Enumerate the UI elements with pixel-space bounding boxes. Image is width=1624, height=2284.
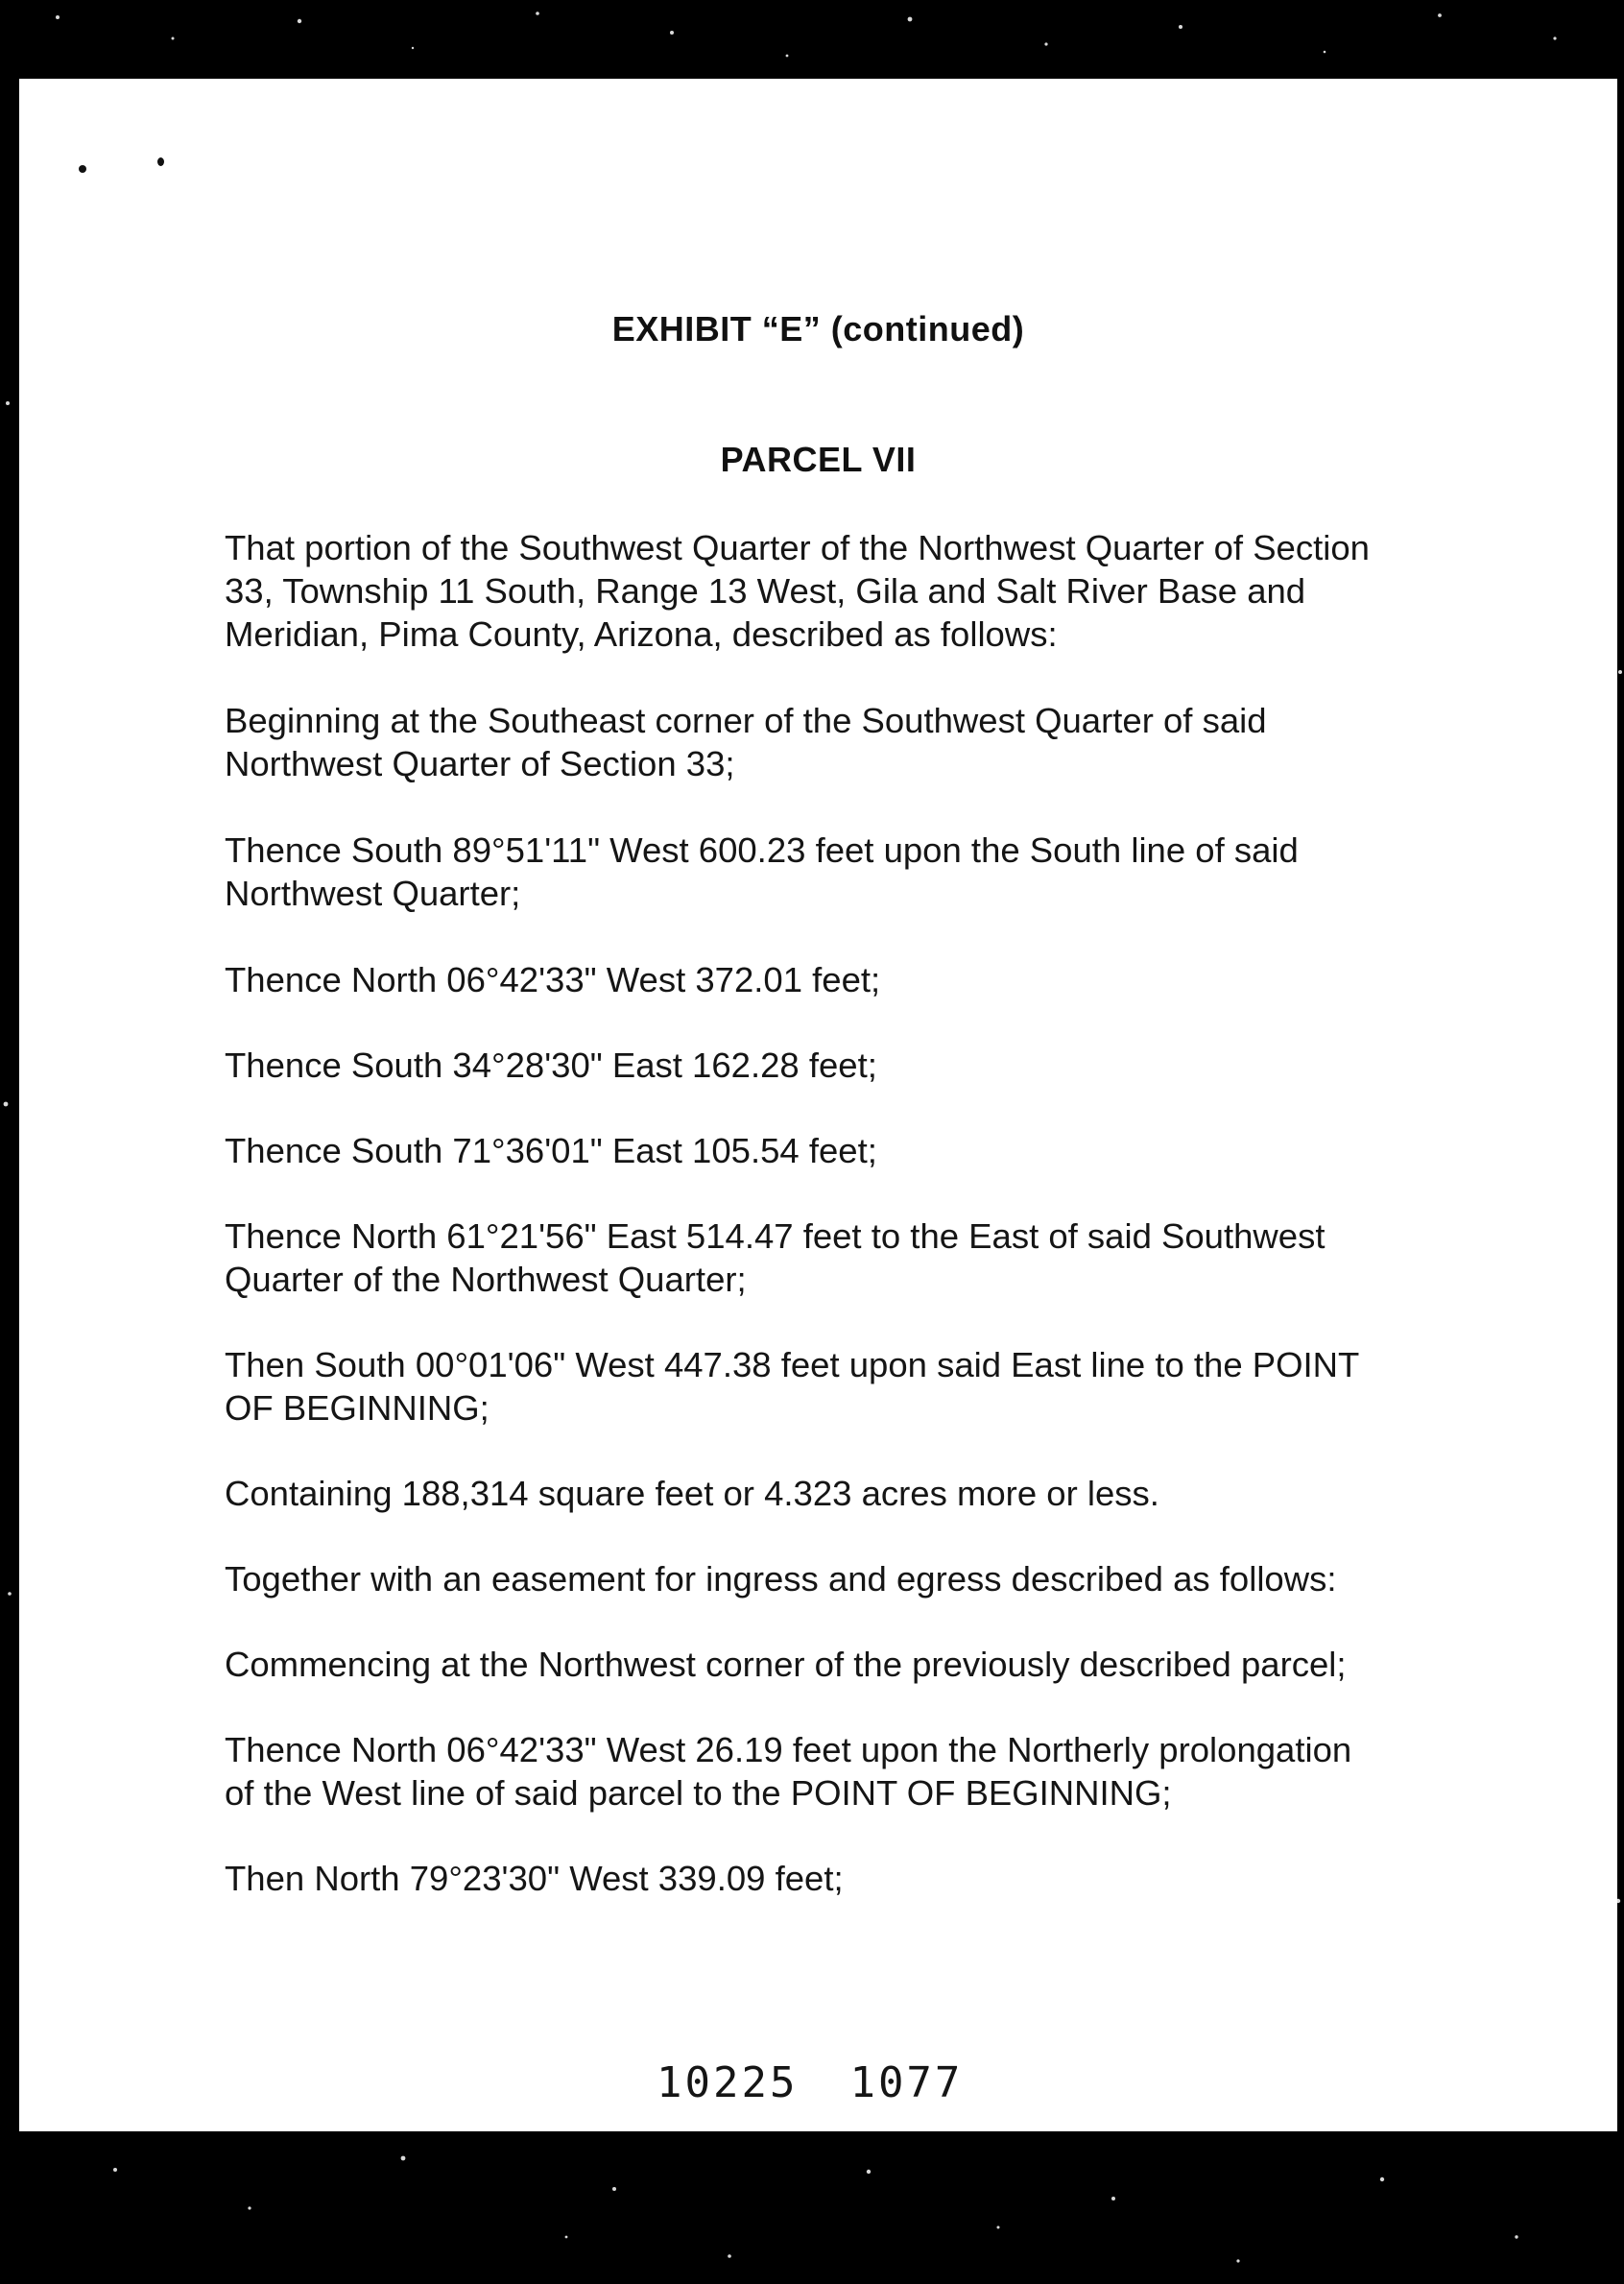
- paragraph-9: [225, 1472, 1472, 1515]
- paragraph-3: [225, 829, 1472, 915]
- paragraph-line: Meridian, Pima County, Arizona, described as follows:: [225, 614, 1058, 654]
- paragraph-4: [225, 958, 1472, 1001]
- paragraph-line: Thence North 61°21'56" East 514.47 feet to the East of said Southwest: [225, 1216, 1325, 1256]
- scan-speck: [79, 165, 86, 173]
- paragraph-10: [225, 1557, 1472, 1600]
- paragraph-line: Containing 188,314 square feet or 4.323 acres more or less.: [225, 1474, 1159, 1513]
- parcel-title: PARCEL VII: [720, 440, 917, 479]
- book-number: 10225: [657, 2058, 799, 2107]
- scan-speck: [157, 157, 164, 166]
- paragraph-line: of the West line of said parcel to the POINT OF BEGINNING;: [225, 1773, 1172, 1813]
- paragraph-8: [225, 1343, 1472, 1430]
- page-number: 1077: [849, 2058, 964, 2107]
- paragraph-line: Then South 00°01'06" West 447.38 feet upon said East line to the POINT: [225, 1345, 1360, 1384]
- paragraph-12: [225, 1728, 1472, 1815]
- paragraph-line: Thence South 71°36'01" East 105.54 feet;: [225, 1131, 877, 1170]
- paragraph-line: 33, Township 11 South, Range 13 West, Gila and Salt River Base and: [225, 571, 1306, 611]
- recording-number: [657, 2058, 963, 2107]
- paragraph-13: [225, 1857, 1472, 1900]
- paragraph-line: OF BEGINNING;: [225, 1388, 490, 1428]
- paragraph-11: [225, 1643, 1472, 1686]
- paragraph-line: Thence North 06°42'33" West 26.19 feet upon the Northerly prolongation: [225, 1730, 1352, 1769]
- paragraph-5: [225, 1044, 1472, 1087]
- paragraph-line: Thence South 34°28'30" East 162.28 feet;: [225, 1046, 877, 1085]
- exhibit-title: EXHIBIT “E” (continued): [611, 309, 1025, 349]
- paragraph-line: That portion of the Southwest Quarter of the Northwest Quarter of Section: [225, 528, 1370, 567]
- paragraph-2: [225, 699, 1472, 785]
- paragraph-line: Quarter of the Northwest Quarter;: [225, 1260, 747, 1299]
- paragraph-line: Northwest Quarter;: [225, 874, 521, 913]
- paragraph-6: [225, 1129, 1472, 1172]
- paragraph-1: [225, 526, 1472, 656]
- paragraph-line: Thence North 06°42'33" West 372.01 feet;: [225, 960, 881, 999]
- paragraph-line: Beginning at the Southeast corner of the Southwest Quarter of said: [225, 701, 1267, 740]
- legal-description: [225, 526, 1472, 1900]
- paragraph-line: Then North 79°23'30" West 339.09 feet;: [225, 1859, 844, 1898]
- paragraph-line: Thence South 89°51'11" West 600.23 feet upon the South line of said: [225, 830, 1299, 870]
- paragraph-line: Together with an easement for ingress and egress described as follows:: [225, 1559, 1337, 1599]
- paragraph-line: Northwest Quarter of Section 33;: [225, 744, 735, 783]
- paragraph-line: Commencing at the Northwest corner of the previously described parcel;: [225, 1645, 1347, 1684]
- document-page: [19, 79, 1617, 2131]
- paragraph-7: [225, 1214, 1472, 1301]
